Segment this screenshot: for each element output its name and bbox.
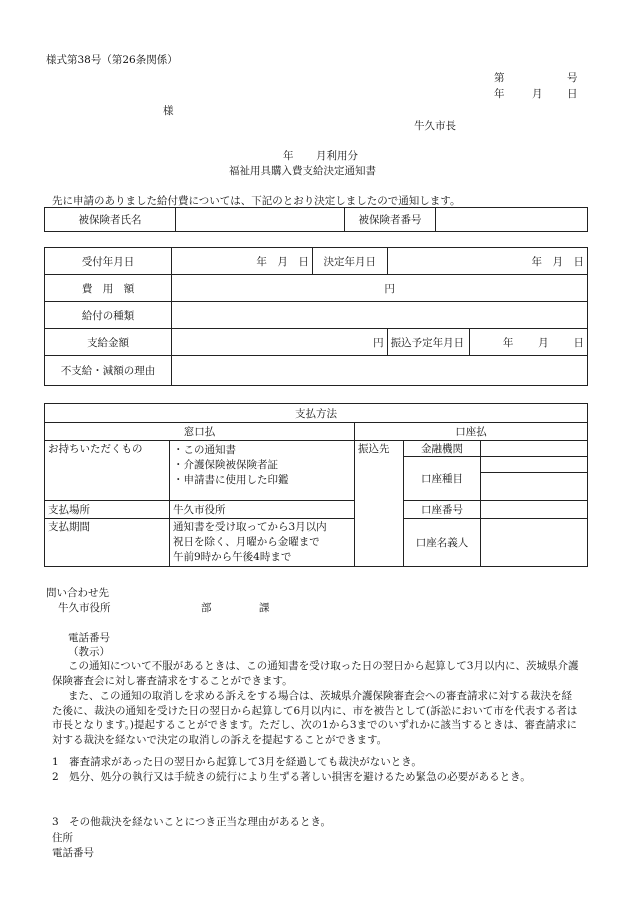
insured-name-value <box>176 208 345 232</box>
instruction-paragraph-2: また、この通知の取消しを求める訴えをする場合は、茨城県介護保険審査会への審査請求に対する裁決を経た後に、裁決の通知を受けた日の翌日から起算して6月以内に、市を被告として(訴訟において市を代表する者は市長となります。)提起することができます。ただし、次の1から3までのいずれかに該当するときは、審査請求に対する裁決を経ないで決定の取消しの訴えを提起することができます。 <box>52 690 578 746</box>
intro-text: 先に申請のありました給付費については、下記のとおり決定しましたので通知します。 <box>52 195 461 207</box>
item-notice: ・この通知書 <box>173 444 236 456</box>
insured-name-label: 被保険者氏名 <box>45 208 176 232</box>
account-type-label: 口座種目 <box>404 457 481 501</box>
payment-method-title: 支払方法 <box>45 404 588 423</box>
insured-table <box>44 207 588 232</box>
doc-number-prefix: 第 <box>494 72 505 84</box>
page-title: 福祉用具購入費支給決定通知書 <box>229 165 376 177</box>
payment-amount-label: 支給金額 <box>45 329 172 356</box>
details-table <box>44 247 588 386</box>
sender: 牛久市長 <box>414 120 456 132</box>
title-year: 年 <box>283 150 294 162</box>
account-holder-label: 口座名義人 <box>404 519 481 567</box>
insured-number-label: 被保険者番号 <box>345 208 436 232</box>
bank-label: 金融機関 <box>404 441 481 457</box>
received-date-label: 受付年月日 <box>45 248 172 275</box>
contact-office: 牛久市役所 <box>58 602 111 614</box>
account-type-value-2 <box>481 473 588 501</box>
cost-label: 費 用 額 <box>45 275 172 302</box>
account-holder-value <box>481 519 588 567</box>
bank-value <box>481 441 588 457</box>
date-month: 月 <box>532 88 543 100</box>
decided-date-value: 年 月 日 <box>387 248 587 275</box>
date-day: 日 <box>567 88 578 100</box>
transfer-year: 年 <box>502 336 514 349</box>
address-label: 住所 <box>52 832 73 844</box>
benefit-type-label: 給付の種類 <box>45 302 172 329</box>
contact-section: 課 <box>259 602 270 614</box>
transfer-day: 日 <box>573 336 584 349</box>
transfer-to-label: 振込先 <box>355 441 404 567</box>
title-month-usage: 月利用分 <box>316 150 358 162</box>
transfer-date-value <box>470 329 588 356</box>
period-line-1: 通知書を受け取ってから3月以内 <box>173 521 327 533</box>
instruction-paragraph-1: この通知について不服があるときは、この通知書を受け取った日の翌日から起算して3月以内に、茨城県介護保険審査会に対し審査請求をすることができます。 <box>52 660 579 687</box>
account-type-value-1 <box>481 457 588 473</box>
form-number: 様式第38号（第26条関係） <box>46 54 178 66</box>
insured-number-value <box>436 208 588 232</box>
payment-period-label: 支払期間 <box>45 519 170 567</box>
payment-place-value: 牛久市役所 <box>170 501 355 519</box>
doc-number-suffix: 号 <box>567 72 578 84</box>
payment-amount-unit: 円 <box>373 336 384 349</box>
account-payment-header: 口座払 <box>355 423 588 441</box>
account-number-label: 口座番号 <box>404 501 481 519</box>
counter-payment-header: 窓口払 <box>45 423 355 441</box>
instruction-item-2: 2 処分、処分の執行又は手続きの続行により生ずる著しい損害を避けるため緊急の必要があるとき。 <box>52 771 531 783</box>
reason-label: 不支給・減額の理由 <box>45 356 172 386</box>
contact-phone-label: 電話番号 <box>68 632 110 644</box>
contact-heading: 問い合わせ先 <box>46 587 109 599</box>
addressee-suffix: 様 <box>163 105 174 117</box>
item-insurance-card: ・介護保険被保険者証 <box>173 459 278 471</box>
instruction-item-1: 1 審査請求があった日の翌日から起算して3月を経過しても裁決がないとき。 <box>52 756 422 768</box>
period-line-2: 祝日を除く、月曜から金曜まで <box>173 536 320 548</box>
cost-value <box>172 275 588 302</box>
date-year: 年 <box>494 88 505 100</box>
payment-period-value <box>170 519 355 567</box>
transfer-month: 月 <box>538 336 549 349</box>
contact-department: 部 <box>201 602 212 614</box>
items-list <box>170 441 355 501</box>
period-line-3: 午前9時から午後4時まで <box>173 551 292 563</box>
payment-place-label: 支払場所 <box>45 501 170 519</box>
phone-label: 電話番号 <box>52 847 94 859</box>
transfer-date-label: 振込予定年月日 <box>387 329 470 356</box>
benefit-type-value <box>172 302 588 329</box>
items-label: お持ちいただくもの <box>45 441 170 501</box>
decided-date-label: 決定年月日 <box>312 248 387 275</box>
item-seal: ・申請書に使用した印鑑 <box>173 474 289 486</box>
reason-value <box>172 356 588 386</box>
received-date-value: 年 月 日 <box>172 248 313 275</box>
instruction-heading: （教示） <box>68 646 110 658</box>
instruction-item-3: 3 その他裁決を経ないことにつき正当な理由があるとき。 <box>52 816 332 828</box>
payment-amount-value <box>172 329 387 356</box>
payment-method-table <box>44 403 588 567</box>
cost-unit: 円 <box>384 282 395 295</box>
account-number-value <box>481 501 588 519</box>
